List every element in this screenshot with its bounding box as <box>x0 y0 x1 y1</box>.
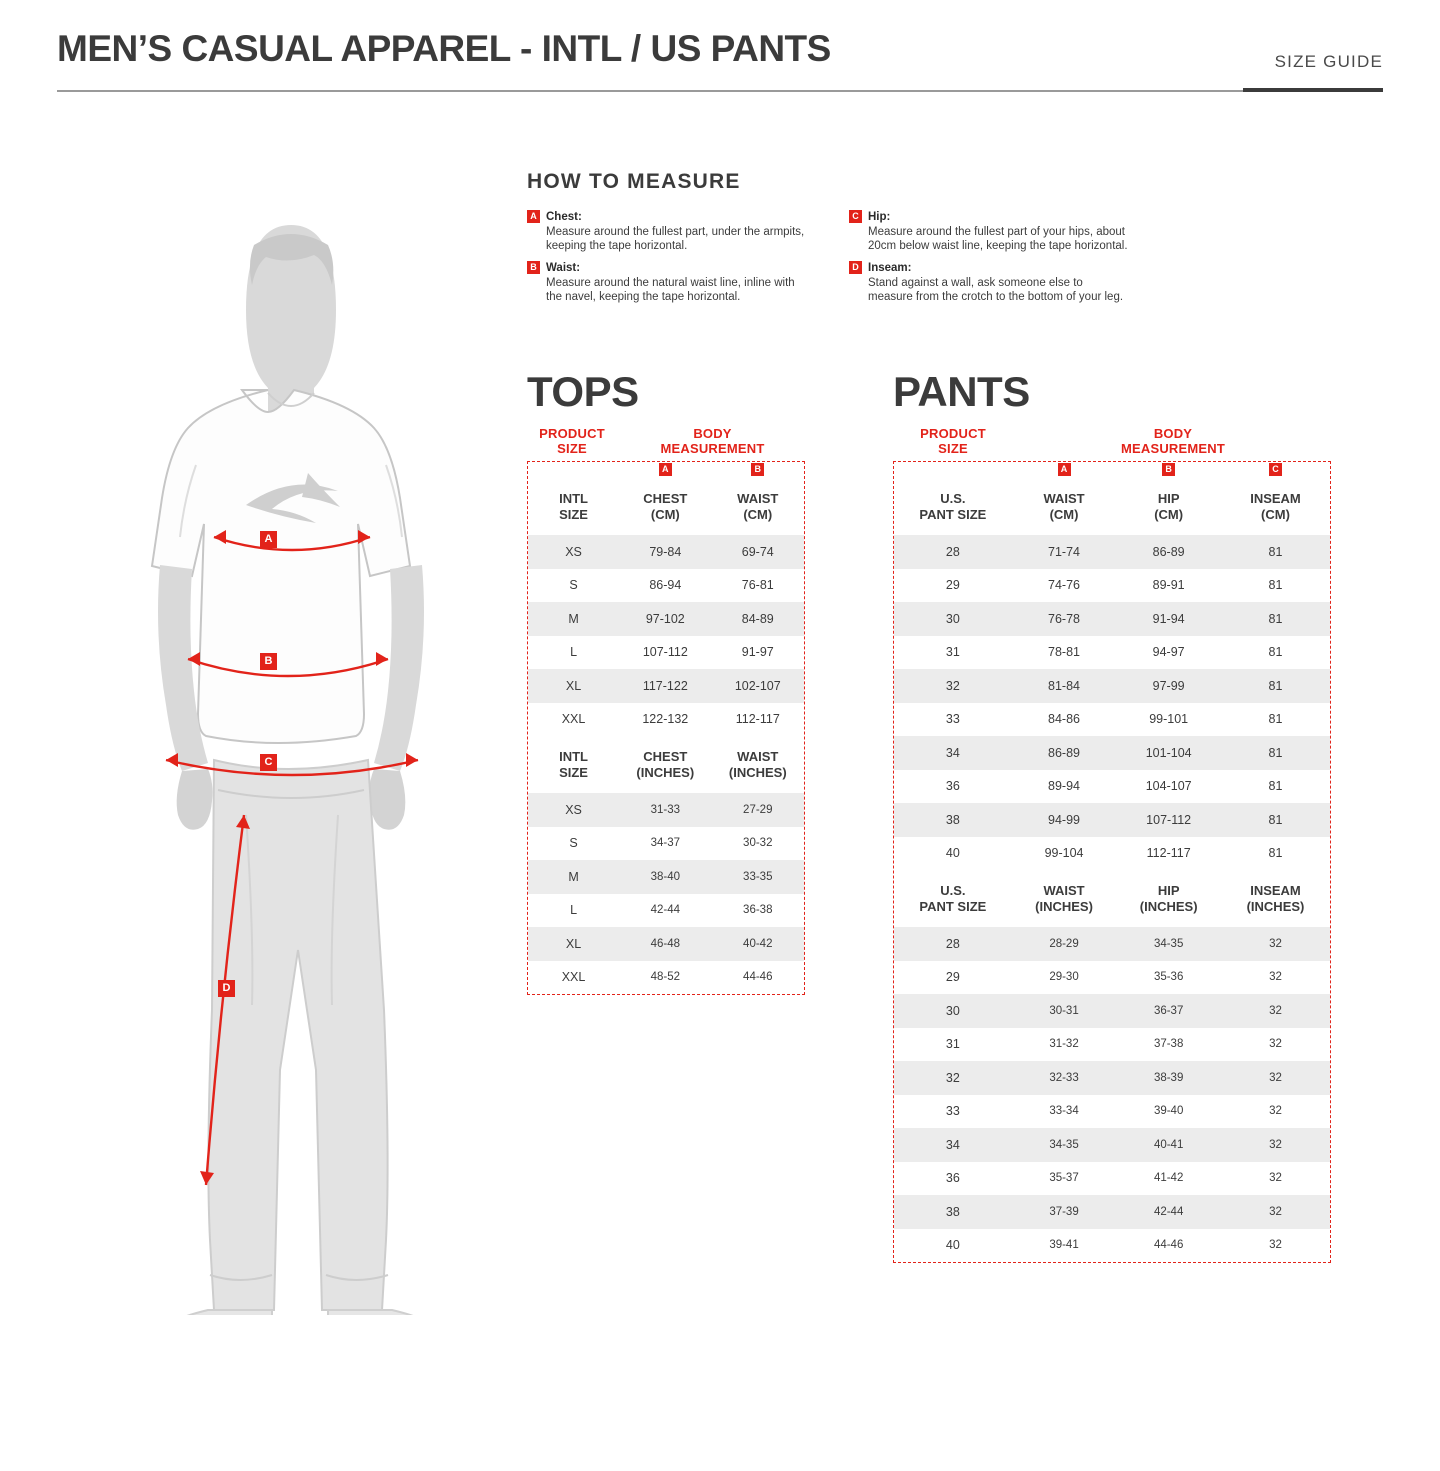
table-row: 36 89-94 104-107 81 <box>945 779 1283 794</box>
pants-badge-row <box>894 462 1330 478</box>
table-row: 38 37-39 42-44 32 <box>894 1195 1330 1229</box>
table-row: XL 46-48 40-42 <box>528 927 804 961</box>
page-title: MEN’S CASUAL APPAREL - INTL / US PANTS <box>57 28 831 69</box>
table-row: 40 99-104 112-117 81 <box>945 846 1283 861</box>
pants-cm-col-size: U.S. PANT SIZE <box>894 478 1012 535</box>
table-row: 34 86-89 101-104 81 <box>894 736 1330 770</box>
how-to-measure-item-waist <box>527 261 808 305</box>
tops-in-header-row <box>528 736 804 793</box>
how-to-measure-title: HOW TO MEASURE <box>527 170 741 193</box>
tops-body-measurement-header: BODY MEASUREMENT <box>660 426 765 457</box>
table-row: 29 74-76 89-91 81 <box>945 578 1283 593</box>
table-row: 30 30-31 36-37 32 <box>894 994 1330 1028</box>
pants-table <box>893 461 1331 1263</box>
tops-table <box>527 461 805 995</box>
tops-section-title: TOPS <box>527 368 639 415</box>
badge-a-icon: A <box>527 210 540 223</box>
tops-cm-col-chest: CHEST (CM) <box>619 478 711 535</box>
waist-label: Waist: <box>546 262 581 274</box>
table-row: 32 32-33 38-39 32 <box>894 1061 1330 1095</box>
tops-in-col-chest: CHEST (INCHES) <box>619 736 711 793</box>
badge-d-icon: D <box>849 261 862 274</box>
how-to-measure-item-chest <box>527 210 808 254</box>
hip-label: Hip: <box>868 211 891 223</box>
table-row: XXL 48-52 44-46 <box>561 970 773 985</box>
table-row: 31 78-81 94-97 81 <box>945 645 1283 660</box>
how-to-measure-item-hip <box>849 210 1130 254</box>
table-row: 32 81-84 97-99 81 <box>894 669 1330 703</box>
inseam-label: Inseam: <box>868 262 912 274</box>
figure-marker-c: C <box>260 754 277 771</box>
table-row: XL 117-122 102-107 <box>528 669 804 703</box>
pants-body-measurement-header: BODY MEASUREMENT <box>1120 426 1226 457</box>
table-row: XS 79-84 69-74 <box>528 535 804 569</box>
tops-in-col-size: INTL SIZE <box>528 736 619 793</box>
table-row: 36 35-37 41-42 32 <box>945 1171 1282 1186</box>
chest-description: Measure around the fullest part, under the armpits, keeping the tape horizontal. <box>546 225 805 253</box>
chest-label: Chest: <box>546 211 582 223</box>
how-to-measure-item-inseam <box>849 261 1130 305</box>
pants-badge-c-icon: C <box>1269 463 1282 476</box>
pants-badge-b-icon: B <box>1162 463 1175 476</box>
pants-in-header-row <box>894 870 1330 927</box>
table-row: 40 39-41 44-46 32 <box>945 1238 1282 1253</box>
model-svg <box>96 215 486 1315</box>
pants-cm-col-hip: HIP (CM) <box>1116 478 1221 535</box>
figure-marker-b: B <box>260 653 277 670</box>
table-row: 38 94-99 107-112 81 <box>894 803 1330 837</box>
inseam-description: Stand against a wall, ask someone else to measure from the crotch to the bottom of your leg. <box>868 276 1124 304</box>
tops-badge-row <box>528 462 804 478</box>
table-row: 30 76-78 91-94 81 <box>894 602 1330 636</box>
tops-product-size-header: PRODUCT SIZE <box>539 426 605 457</box>
header-divider <box>57 90 1382 92</box>
tops-cm-header-row <box>528 478 804 535</box>
pants-cm-col-inseam: INSEAM (CM) <box>1221 478 1330 535</box>
tops-badge-a-icon: A <box>659 463 672 476</box>
pants-section-title: PANTS <box>893 368 1030 415</box>
table-row: L 107-112 91-97 <box>570 645 774 660</box>
table-row: 28 71-74 86-89 81 <box>894 535 1330 569</box>
pants-in-col-hip: HIP (INCHES) <box>1116 870 1221 927</box>
table-row: 29 29-30 35-36 32 <box>945 970 1282 985</box>
pants-product-size-header: PRODUCT SIZE <box>920 426 986 457</box>
table-row: M 38-40 33-35 <box>528 860 804 894</box>
page-header <box>0 0 1440 95</box>
table-row: M 97-102 84-89 <box>528 602 804 636</box>
pants-cm-header-row <box>894 478 1330 535</box>
table-row: S 86-94 76-81 <box>569 578 774 593</box>
waist-description: Measure around the natural waist line, inline with the navel, keeping the tape horizontal. <box>546 276 795 304</box>
table-row: XS 31-33 27-29 <box>528 793 804 827</box>
size-guide-underline <box>1243 88 1383 92</box>
table-row: L 42-44 36-38 <box>570 903 773 918</box>
tops-in-col-waist: WAIST (INCHES) <box>712 736 804 793</box>
pants-in-col-size: U.S. PANT SIZE <box>894 870 1012 927</box>
table-row: S 34-37 30-32 <box>569 836 773 851</box>
tops-cm-col-waist: WAIST (CM) <box>712 478 804 535</box>
table-row: 33 84-86 99-101 81 <box>945 712 1283 727</box>
pants-in-col-waist: WAIST (INCHES) <box>1012 870 1117 927</box>
badge-b-icon: B <box>527 261 540 274</box>
tops-cm-col-size: INTL SIZE <box>528 478 619 535</box>
hip-description: Measure around the fullest part of your hips, about 20cm below waist line, keeping the tape horizontal. <box>868 225 1128 253</box>
pants-in-col-inseam: INSEAM (INCHES) <box>1221 870 1330 927</box>
pants-badge-a-icon: A <box>1058 463 1071 476</box>
table-row: XXL 122-132 112-117 <box>561 712 780 727</box>
table-row: 31 31-32 37-38 32 <box>945 1037 1282 1052</box>
table-row: 28 28-29 34-35 32 <box>894 927 1330 961</box>
badge-c-icon: C <box>849 210 862 223</box>
tops-badge-b-icon: B <box>751 463 764 476</box>
size-guide-label: SIZE GUIDE <box>1274 52 1383 71</box>
pants-cm-col-waist: WAIST (CM) <box>1012 478 1117 535</box>
table-row: 33 33-34 39-40 32 <box>945 1104 1282 1119</box>
figure-marker-a: A <box>260 531 277 548</box>
figure-marker-d: D <box>218 980 235 997</box>
model-illustration <box>96 215 486 1315</box>
table-row: 34 34-35 40-41 32 <box>894 1128 1330 1162</box>
